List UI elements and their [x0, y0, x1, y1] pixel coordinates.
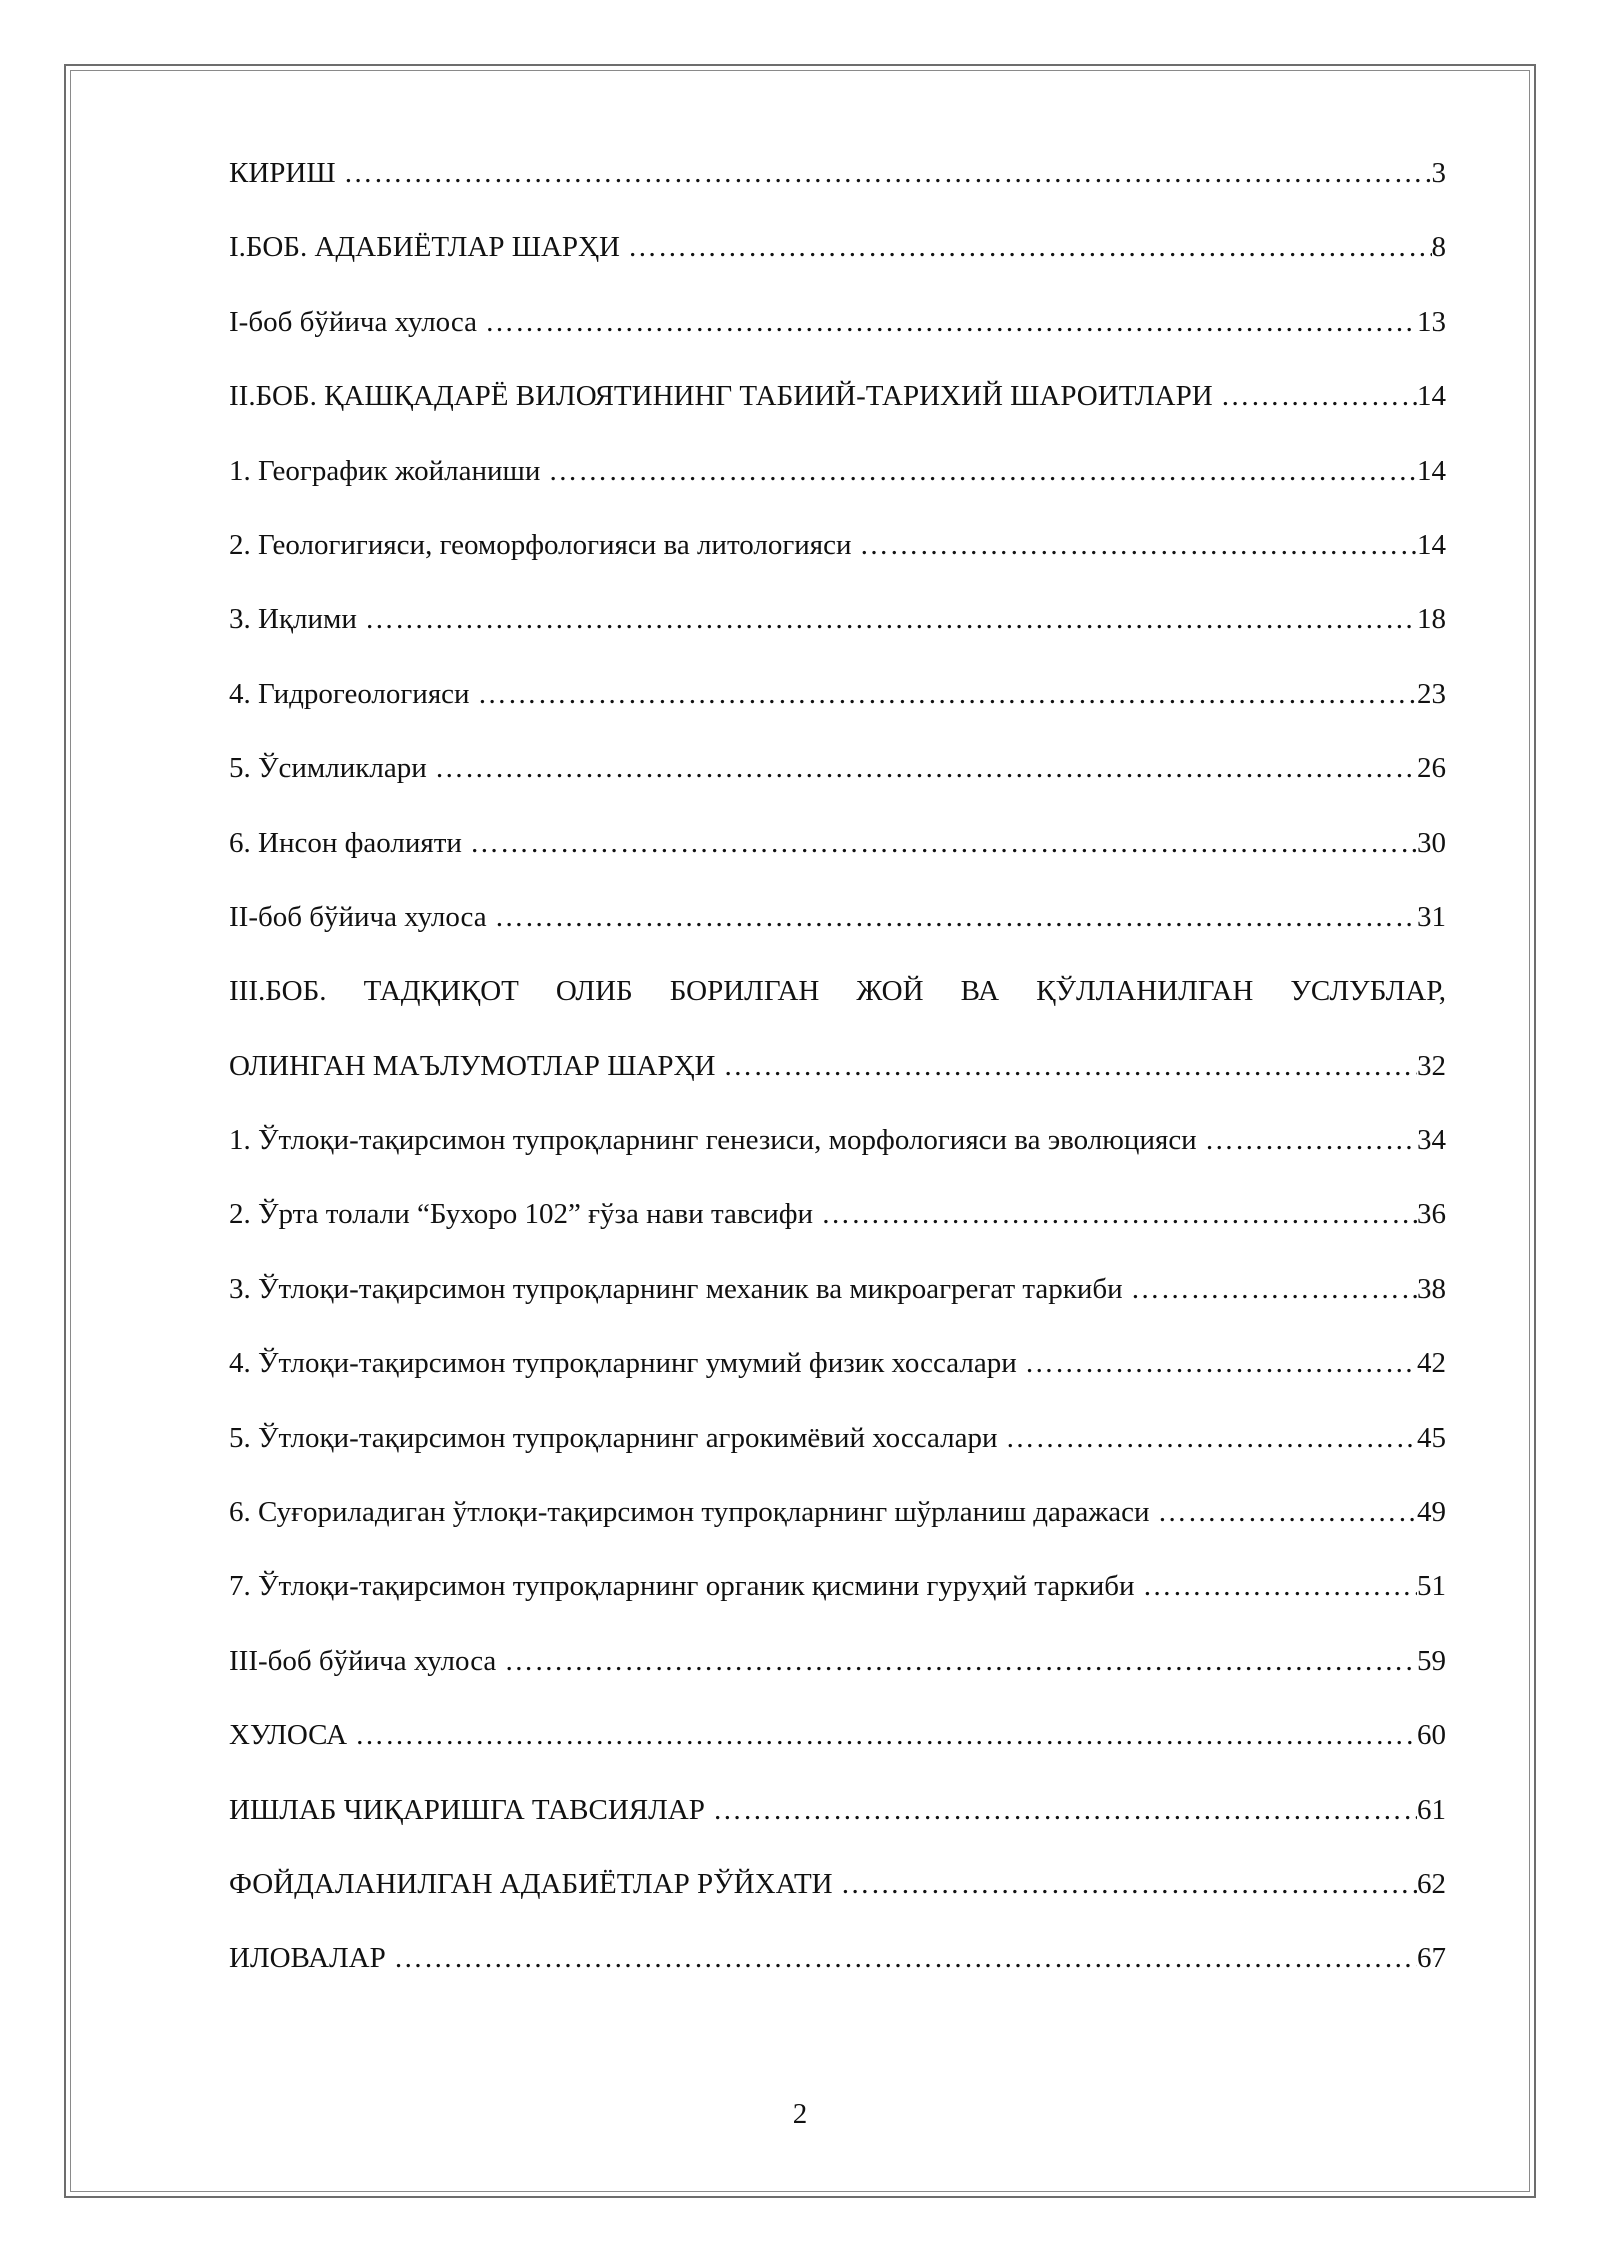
toc-entry [229, 1559, 1446, 1633]
toc-entry [229, 1039, 1446, 1113]
toc-entry-title: 4. Ўтлоқи-тақирсимон тупроқларнинг умумий физик хоссалари [229, 1347, 1017, 1380]
toc-entry [229, 1187, 1446, 1261]
toc-leader-dots [813, 1187, 1417, 1241]
toc-entry-title: ОЛИНГАН МАЪЛУМОТЛАР ШАРҲИ [229, 1049, 716, 1082]
toc-entry [229, 816, 1446, 890]
toc-entry-page: 14 [1417, 380, 1446, 413]
toc-entry-page: 18 [1417, 603, 1446, 636]
toc-entry [229, 146, 1446, 220]
toc-entry-page: 59 [1417, 1644, 1446, 1677]
toc-entry-page: 32 [1417, 1049, 1446, 1082]
toc-leader-dots [851, 518, 1417, 572]
toc-entry-page: 62 [1417, 1867, 1446, 1900]
toc-leader-dots [477, 295, 1417, 349]
toc-entry-page: 8 [1431, 231, 1446, 264]
toc-entry-page: 14 [1417, 528, 1446, 561]
toc-leader-dots [470, 667, 1417, 721]
toc-leader-dots [386, 1931, 1417, 1985]
toc-leader-dots [715, 1039, 1417, 1093]
toc-leader-dots [1150, 1485, 1417, 1539]
toc-entry-title: ИШЛАБ ЧИҚАРИШГА ТАВСИЯЛАР [229, 1793, 705, 1826]
toc-entry-page: 61 [1417, 1793, 1446, 1826]
toc-entry-page: 51 [1417, 1570, 1446, 1603]
toc-entry [229, 444, 1446, 518]
toc-leader-dots [620, 220, 1432, 274]
toc-entry [229, 1336, 1446, 1410]
toc-leader-dots [1197, 1113, 1417, 1167]
toc-entry-title: I.БОБ. АДАБИЁТЛАР ШАРҲИ [229, 231, 620, 264]
toc-entry [229, 220, 1446, 294]
toc-entry-heading-line [229, 964, 1446, 1038]
toc-entry [229, 1485, 1446, 1559]
toc-entry [229, 1411, 1446, 1485]
toc-leader-dots [427, 741, 1417, 795]
toc-entry-page: 38 [1417, 1272, 1446, 1305]
toc-entry-title: 6. Суғориладиган ўтлоқи-тақирсимон тупроқларнинг шўрланиш даражаси [229, 1496, 1150, 1529]
toc-entry-title: 3. Ўтлоқи-тақирсимон тупроқларнинг механик ва микроагрегат таркиби [229, 1272, 1123, 1305]
toc-entry-title: 5. Ўтлоқи-тақирсимон тупроқларнинг агрокимёвий хоссалари [229, 1421, 998, 1454]
toc-entry-title: 7. Ўтлоқи-тақирсимон тупроқларнинг органик қисмини гуруҳий таркиби [229, 1570, 1135, 1603]
toc-leader-dots [496, 1634, 1417, 1688]
toc-entry [229, 1931, 1446, 2005]
toc-entry-title: ФОЙДАЛАНИЛГАН АДАБИЁТЛАР РЎЙХАТИ [229, 1867, 833, 1900]
toc-entry-title: КИРИШ [229, 157, 336, 189]
toc-leader-dots [540, 444, 1417, 498]
toc-leader-dots [336, 146, 1432, 200]
toc-entry-page: 31 [1417, 900, 1446, 933]
toc-entry [229, 1783, 1446, 1857]
toc-entry [229, 1113, 1446, 1187]
toc-entry-title: 4. Гидрогеологияси [229, 677, 470, 710]
toc-entry-page: 67 [1417, 1942, 1446, 1975]
toc-entry-title: ИЛОВАЛАР [229, 1942, 386, 1975]
toc-leader-dots [347, 1708, 1417, 1762]
toc-entry-page: 13 [1417, 305, 1446, 338]
toc-entry-page: 23 [1417, 677, 1446, 710]
toc-leader-dots [705, 1783, 1417, 1837]
page-number: 2 [792, 2098, 808, 2130]
toc-entry-title: I-боб бўйича хулоса [229, 305, 477, 338]
toc-entry-page: 42 [1417, 1347, 1446, 1380]
toc-entry-title: III-боб бўйича хулоса [229, 1644, 497, 1677]
toc-leader-dots [1135, 1559, 1417, 1613]
toc-entry-title: III.БОБ. ТАДҚИҚОТ ОЛИБ БОРИЛГАН ЖОЙ ВА ҚЎЛЛАНИЛГАН УСЛУБЛАР, [229, 975, 1446, 1008]
toc-entry-page: 60 [1417, 1719, 1446, 1752]
toc-leader-dots [1213, 369, 1417, 423]
toc-entry-page: 3 [1431, 157, 1446, 189]
toc-leader-dots [487, 890, 1417, 944]
toc-entry [229, 1634, 1446, 1708]
toc-entry-title: II.БОБ. ҚАШҚАДАРЁ ВИЛОЯТИНИНГ ТАБИИЙ-ТАРИХИЙ ШАРОИТЛАРИ [229, 380, 1213, 413]
toc-leader-dots [997, 1411, 1417, 1465]
toc-entry [229, 295, 1446, 369]
toc-entry-title: II-боб бўйича хулоса [229, 900, 487, 933]
toc-entry-title: 2. Ўрта толали “Бухоро 102” ғўза нави тавсифи [229, 1198, 814, 1231]
toc-entry [229, 369, 1446, 443]
toc-leader-dots [1017, 1336, 1417, 1390]
toc-entry-page: 26 [1417, 752, 1446, 785]
toc-entry-title: ХУЛОСА [229, 1719, 348, 1752]
toc-leader-dots [357, 592, 1417, 646]
toc-entry-page: 34 [1417, 1124, 1446, 1157]
toc-entry-page: 14 [1417, 454, 1446, 487]
toc-entry [229, 1262, 1446, 1336]
toc-entry-page: 30 [1417, 826, 1446, 859]
toc-entry-title: 2. Геологигияси, геоморфологияси ва литологияси [229, 528, 852, 561]
toc-entry [229, 592, 1446, 666]
toc-entry [229, 518, 1446, 592]
table-of-contents [229, 146, 1446, 2006]
toc-entry-title: 1. Ўтлоқи-тақирсимон тупроқларнинг генезиси, морфологияси ва эволюцияси [229, 1124, 1197, 1157]
toc-leader-dots [1123, 1262, 1417, 1316]
toc-entry [229, 1708, 1446, 1782]
toc-entry-title: 5. Ўсимликлари [229, 752, 427, 785]
toc-entry-page: 49 [1417, 1496, 1446, 1529]
toc-entry [229, 1857, 1446, 1931]
toc-entry-title: 3. Иқлими [229, 603, 357, 636]
toc-entry [229, 667, 1446, 741]
toc-entry-title: 1. Географик жойланиши [229, 454, 541, 487]
toc-entry [229, 741, 1446, 815]
toc-entry-title: 6. Инсон фаолияти [229, 826, 462, 859]
toc-leader-dots [833, 1857, 1417, 1911]
toc-entry-page: 36 [1417, 1198, 1446, 1231]
toc-leader-dots [462, 816, 1417, 870]
toc-entry-page: 45 [1417, 1421, 1446, 1454]
toc-entry [229, 890, 1446, 964]
